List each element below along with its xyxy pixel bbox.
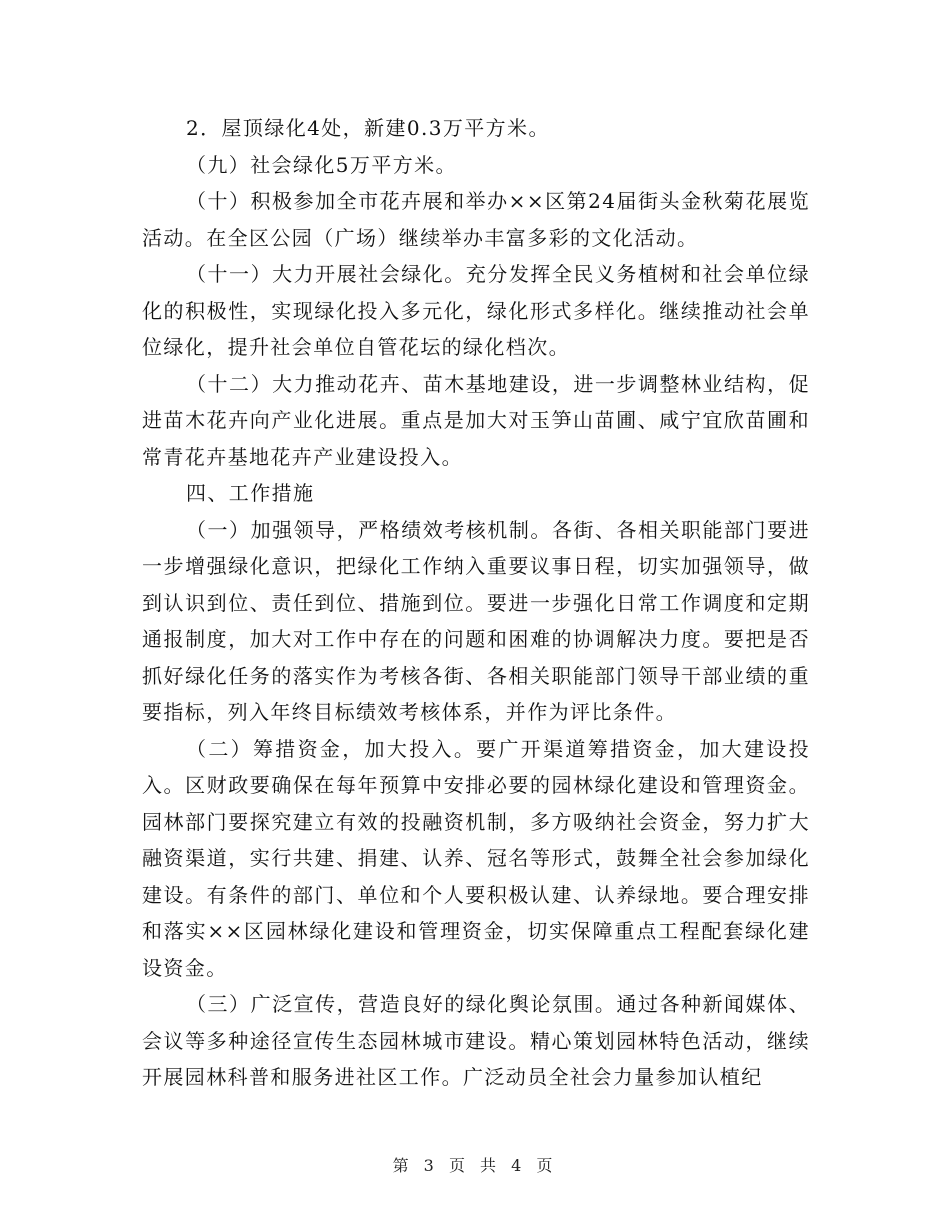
- paragraph-item-12: （十二）大力推动花卉、苗木基地建设，进一步调整林业结构，促进苗木花卉向产业化进展。重点是加大对玉笋山苗圃、咸宁宜欣苗圃和常青花卉基地花卉产业建设投入。: [142, 371, 810, 469]
- paragraph-measure-3: （三）广泛宣传，营造良好的绿化舆论氛围。通过各种新闻媒体、会议等多种途径宣传生态园林城市建设。精心策划园林特色活动，继续开展园林科普和服务进社区工作。广泛动员全社会力量参加认植纪: [142, 992, 810, 1089]
- page-number-footer: 第 3 页 共 4 页: [392, 1156, 558, 1175]
- section-heading-measures: 四、工作措施: [186, 481, 315, 505]
- paragraph-measure-2: （二）筹措资金，加大投入。要广开渠道筹措资金，加大建设投入。区财政要确保在每年预算中安排必要的园林绿化建设和管理资金。园林部门要探究建立有效的投融资机制，多方吸纳社会资金，努力扩大融资渠道，实行共建、捐建、认养、冠名等形式，鼓舞全社会参加绿化建设。有条件的部门、单位和个人要积极认建、认养绿地。要合理安排和落实××区园林绿化建设和管理资金，切实保障重点工程配套绿化建设资金。: [142, 736, 810, 980]
- paragraph-measure-1: （一）加强领导，严格绩效考核机制。各街、各相关职能部门要进一步增强绿化意识，把绿化工作纳入重要议事日程，切实加强领导，做到认识到位、责任到位、措施到位。要进一步强化日常工作调度和定期通报制度，加大对工作中存在的问题和困难的协调解决力度。要把是否抓好绿化任务的落实作为考核各街、各相关职能部门领导干部业绩的重要指标，列入年终目标绩效考核体系，并作为评比条件。: [142, 517, 810, 724]
- paragraph-item-10: （十）积极参加全市花卉展和举办××区第24届街头金秋菊花展览活动。在全区公园（广场）继续举办丰富多彩的文化活动。: [142, 189, 810, 250]
- paragraph-item-9: （九）社会绿化5万平方米。: [186, 152, 457, 177]
- paragraph-item-11: （十一）大力开展社会绿化。充分发挥全民义务植树和社会单位绿化的积极性，实现绿化投入多元化，绿化形式多样化。继续推动社会单位绿化，提升社会单位自管花坛的绿化档次。: [142, 262, 810, 359]
- paragraph-rooftop-greening: 2．屋顶绿化4处，新建0.3万平方米。: [186, 116, 550, 140]
- document-body: [142, 110, 810, 1096]
